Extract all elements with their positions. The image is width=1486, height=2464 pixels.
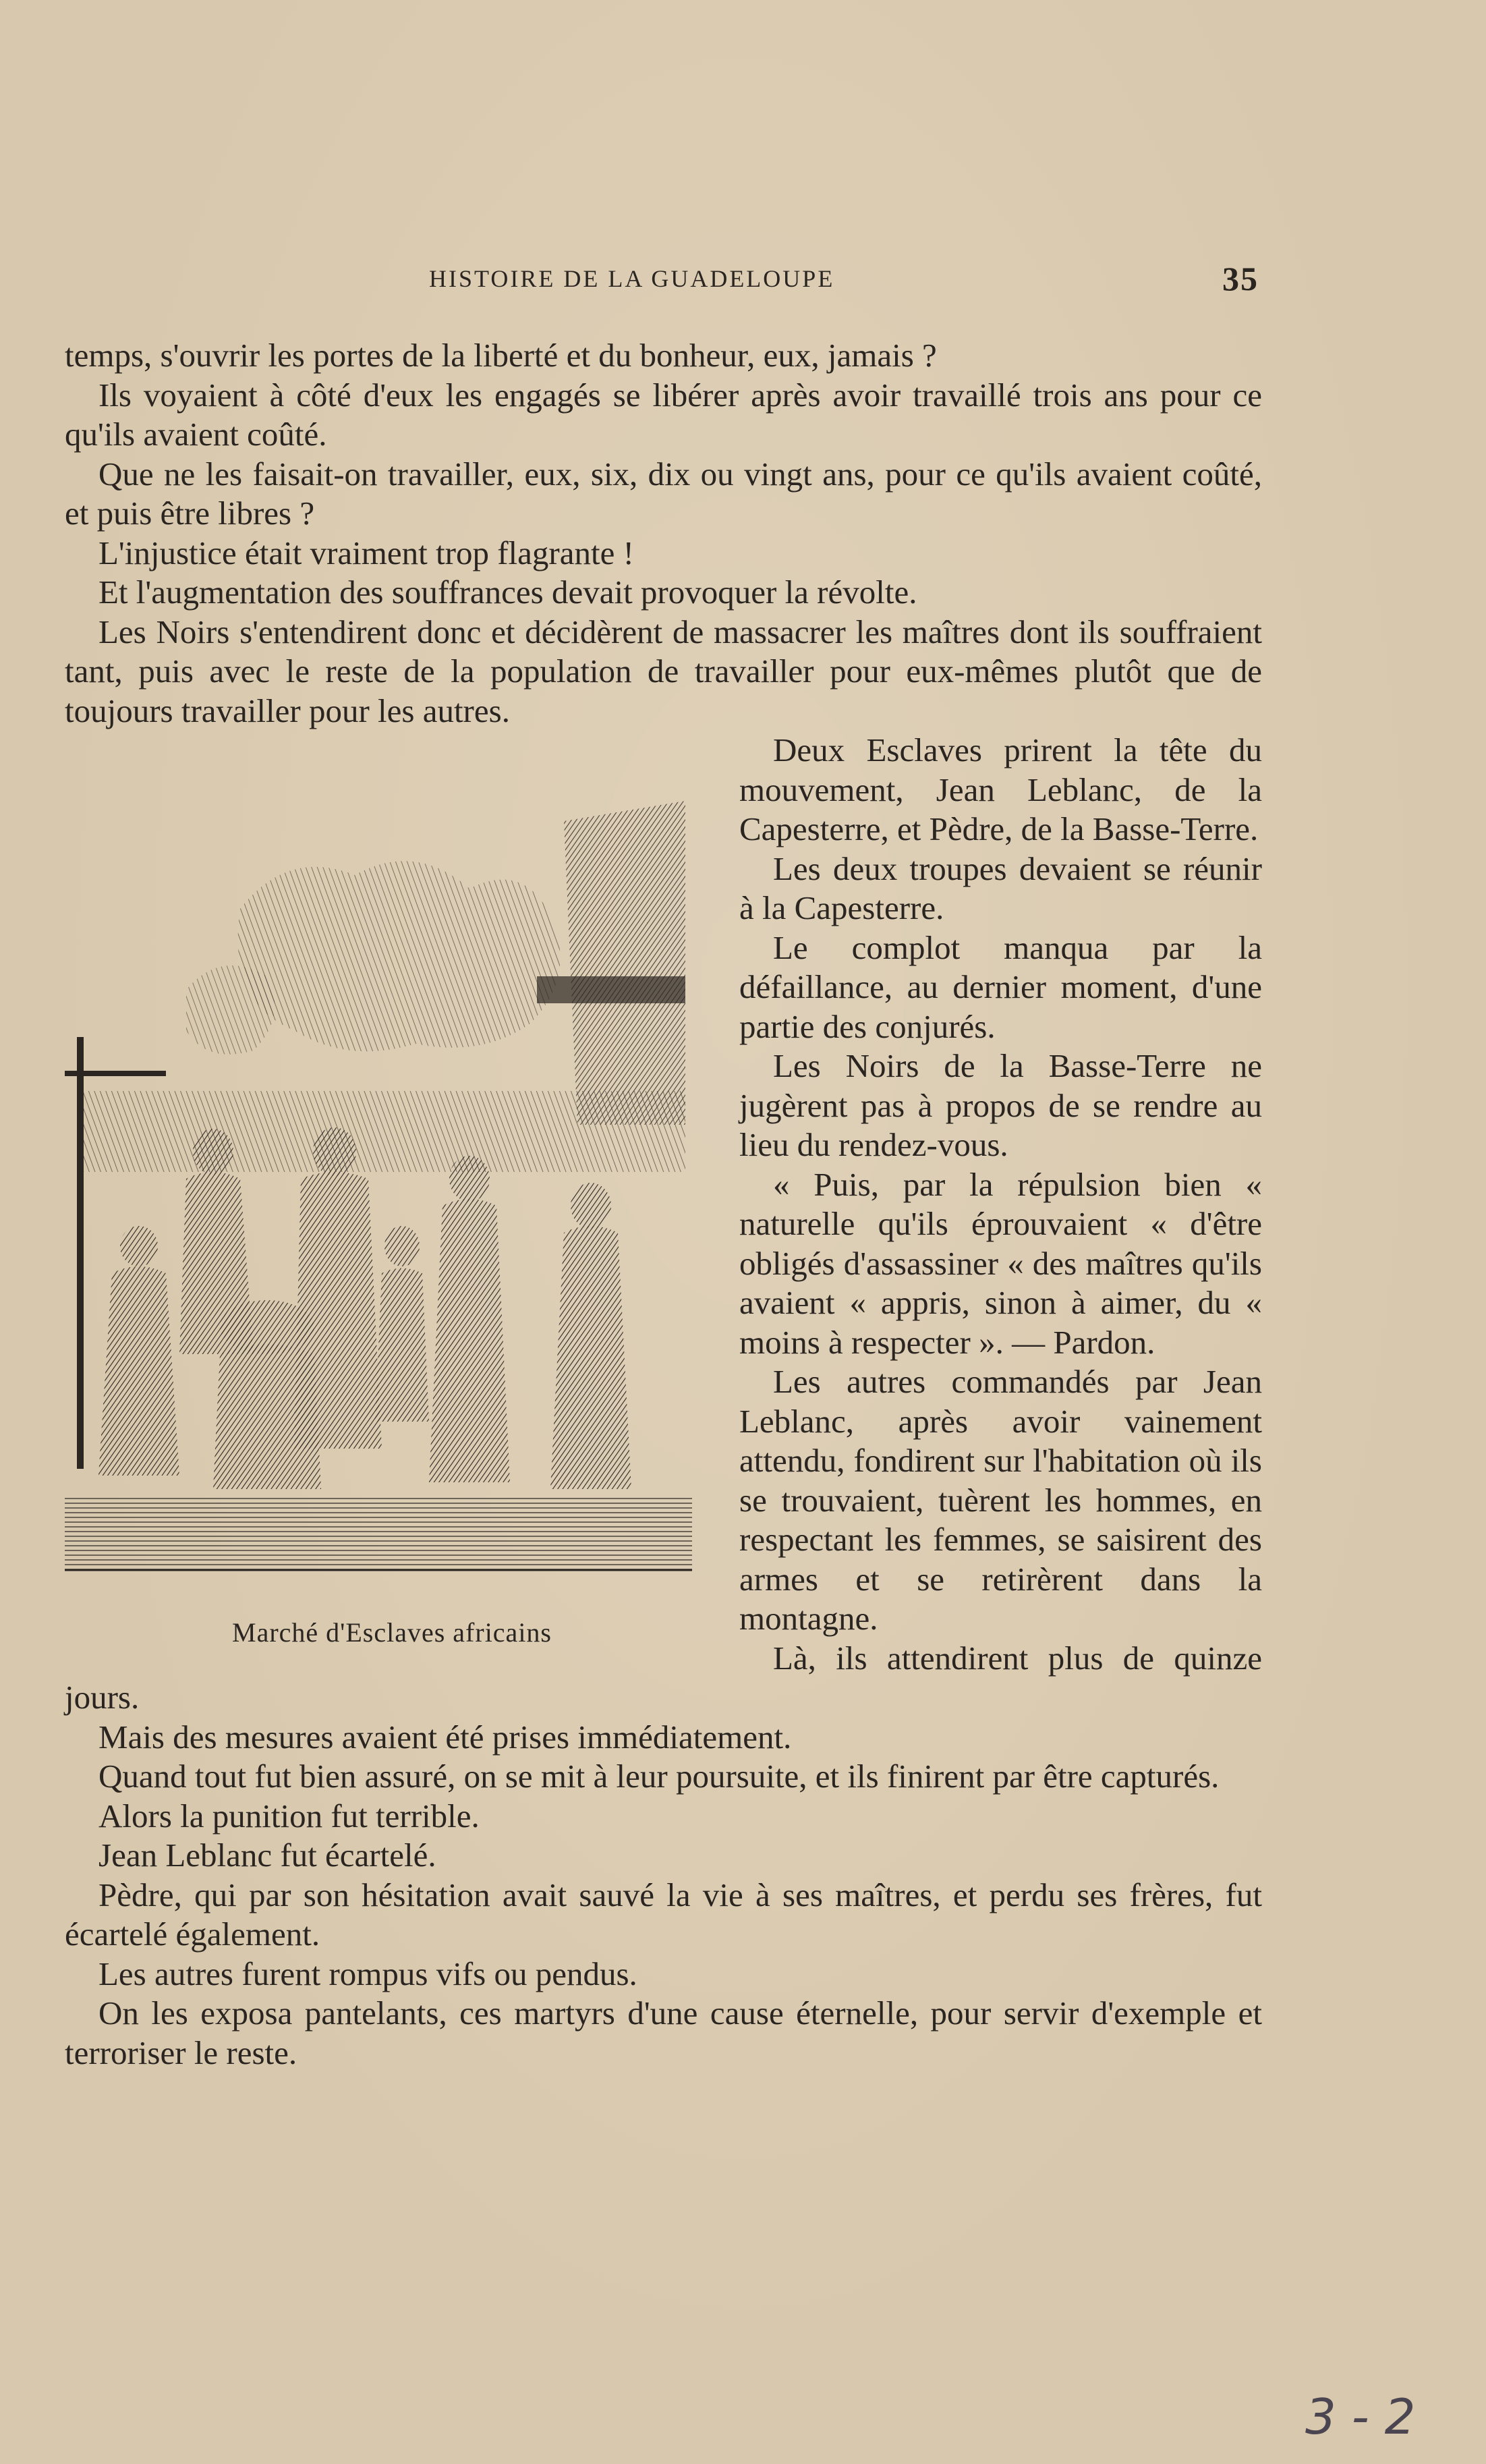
paragraph: On les exposa pantelants, ces martyrs d'une cause éternelle, pour servir d'exemple et terroriser le reste. <box>65 1994 1262 2071</box>
slave-market-engraving <box>65 774 719 1604</box>
paragraph: Les autres furent rompus vifs ou pendus. <box>98 1955 637 1992</box>
paragraph: Les autres commandés par Jean Leblanc, après avoir vainement attendu, fondirent sur l'habitation où ils se trouvaient, tuèrent les hommes, en respectant les femmes, se saisirent des armes et se retirèrent dans la montagne. <box>739 1363 1262 1637</box>
page-number: 35 <box>1222 260 1259 298</box>
handwritten-page-reference: 3 - 2 <box>1305 2388 1416 2445</box>
illustration-figure <box>65 774 719 1671</box>
paragraph: L'injustice était vraiment trop flagrante ! <box>98 534 634 571</box>
running-header <box>429 259 1259 300</box>
paragraph: Les deux troupes devaient se réunir à la Capesterre. <box>739 849 1262 926</box>
running-title: HISTOIRE DE LA GUADELOUPE <box>429 265 835 292</box>
figure-caption: Marché d'Esclaves africains <box>232 1617 552 1648</box>
body-text <box>65 336 1262 2073</box>
paragraph: Là, ils attendirent plus de quinze jours. <box>65 1639 1262 1716</box>
paragraph: Le complot manqua par la défaillance, au dernier moment, d'une partie des conjurés. <box>739 928 1262 1045</box>
paragraph: Pèdre, qui par son hésitation avait sauvé la vie à ses maîtres, et perdu ses frères, fut écartelé également. <box>65 1876 1262 1953</box>
paragraph: Les Noirs de la Basse-Terre ne jugèrent pas à propos de se rendre au lieu du rendez-vous. <box>739 1047 1262 1163</box>
paragraph: Deux Esclaves prirent la tête du mouvement, Jean Leblanc, de la Capesterre, et Pèdre, de la Basse-Terre. <box>739 731 1262 847</box>
paragraph: Mais des mesures avaient été prises immédiatement. <box>98 1718 792 1756</box>
paragraph: Et l'augmentation des souffrances devait provoquer la révolte. <box>98 573 917 611</box>
paragraph: Quand tout fut bien assuré, on se mit à leur poursuite, et ils finirent par être capturés. <box>98 1758 1220 1795</box>
paragraph: Les Noirs s'entendirent donc et décidèrent de massacrer les maîtres dont ils souffraient tant, puis avec le reste de la population de travailler pour eux-mêmes plutôt que de toujours travailler pour les autres. <box>65 613 1262 729</box>
paragraph: Que ne les faisait-on travailler, eux, six, dix ou vingt ans, pour ce qu'ils avaient coûté, et puis être libres ? <box>65 455 1262 532</box>
paragraph: temps, s'ouvrir les portes de la liberté et du bonheur, eux, jamais ? <box>65 337 937 374</box>
quotation-paragraph: « Puis, par la répulsion bien « naturelle qu'ils éprouvaient « d'être obligés d'assassiner « des maîtres qu'ils avaient « appris, sinon à aimer, du « moins à respecter ». — Pardon. <box>739 1165 1262 1361</box>
paragraph: Jean Leblanc fut écartelé. <box>98 1837 436 1874</box>
paragraph: Alors la punition fut terrible. <box>98 1797 480 1835</box>
paragraph: Ils voyaient à côté d'eux les engagés se libérer après avoir travaillé trois ans pour ce qu'ils avaient coûté. <box>65 376 1262 453</box>
